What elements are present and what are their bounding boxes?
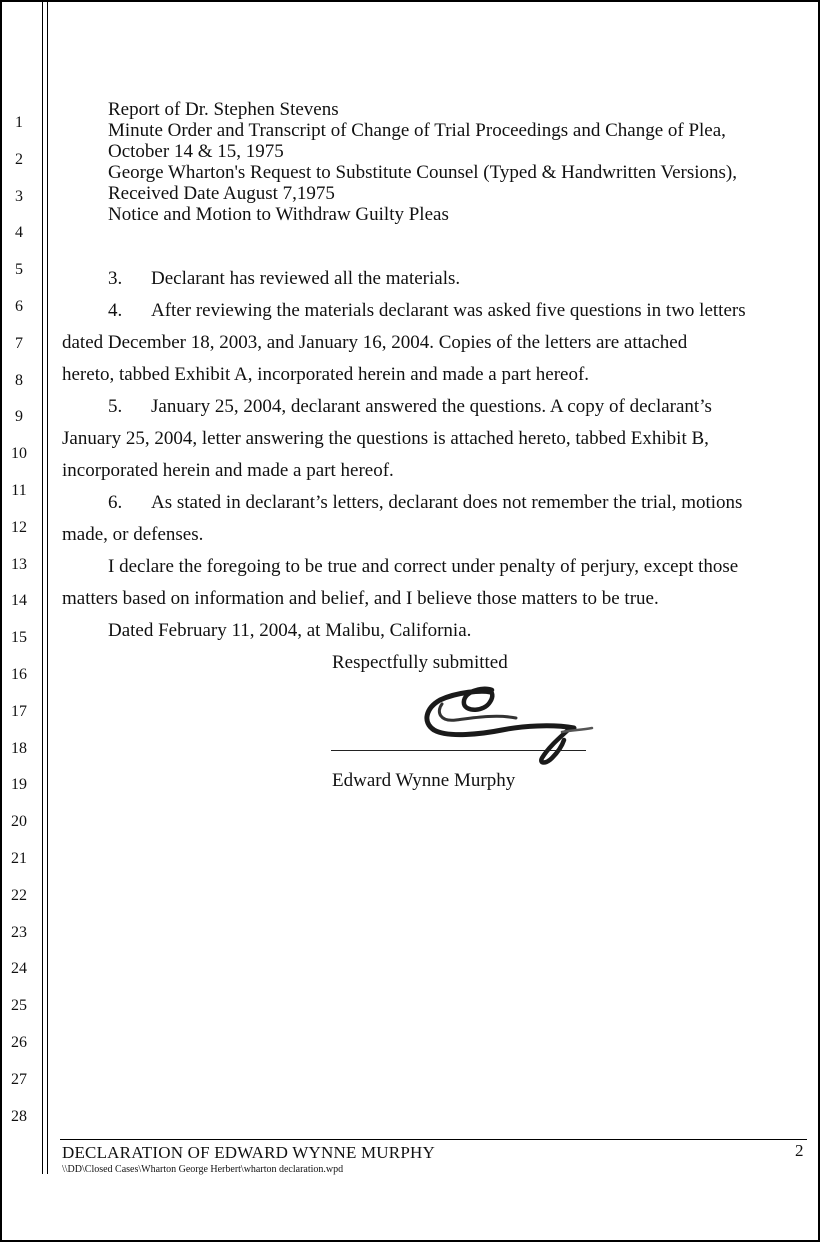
- line-number: 23: [11, 923, 27, 941]
- list-item: Notice and Motion to Withdraw Guilty Pleas: [108, 204, 449, 225]
- list-item: October 14 & 15, 1975: [108, 141, 284, 162]
- dated-line: Dated February 11, 2004, at Malibu, California.: [108, 620, 472, 641]
- paragraph-number: 5.: [108, 396, 123, 417]
- paragraph-text: made, or defenses.: [62, 524, 204, 545]
- line-number: 22: [11, 886, 27, 904]
- paragraph-text: dated December 18, 2003, and January 16, 2004. Copies of the letters are attached: [62, 332, 688, 353]
- footer-rule: [60, 1139, 807, 1140]
- line-number: 11: [11, 482, 27, 499]
- declaration-text: matters based on information and belief, and I believe those matters to be true.: [62, 588, 659, 609]
- line-number: 3: [15, 187, 23, 205]
- paragraph-text: January 25, 2004, letter answering the questions is attached hereto, tabbed Exhibit B,: [62, 428, 709, 449]
- paragraph-number: 3.: [108, 268, 123, 289]
- line-number: 12: [11, 518, 27, 536]
- line-number: 17: [11, 702, 27, 720]
- line-number: 16: [11, 666, 27, 683]
- line-number: 19: [11, 776, 27, 794]
- margin-rule-right: [47, 2, 48, 1174]
- paragraph-text: hereto, tabbed Exhibit A, incorporated herein and made a part hereof.: [62, 364, 590, 385]
- line-number: 27: [11, 1070, 27, 1088]
- paragraph-number: 6.: [108, 492, 123, 513]
- line-number: 9: [15, 408, 23, 426]
- paragraph-text: Declarant has reviewed all the materials.: [151, 268, 461, 289]
- line-number: 8: [15, 371, 23, 389]
- footer-title: DECLARATION OF EDWARD WYNNE MURPHY: [62, 1143, 435, 1162]
- margin-rule-left: [42, 2, 43, 1174]
- line-number: 15: [11, 629, 27, 647]
- footer-file-path: \\DD\Closed Cases\Wharton George Herbert\wharton declaration.wpd: [62, 1164, 344, 1175]
- line-number: 4: [15, 224, 23, 242]
- line-number: 7: [15, 334, 23, 352]
- line-number: 18: [11, 739, 27, 757]
- paragraph-text: As stated in declarant’s letters, declarant does not remember the trial, motions: [151, 492, 743, 513]
- line-number: 13: [11, 555, 27, 573]
- list-item: George Wharton's Request to Substitute Counsel (Typed & Handwritten Versions),: [108, 162, 738, 183]
- list-item: Received Date August 7,1975: [108, 183, 335, 204]
- signature-line: [331, 750, 586, 751]
- line-number: 6: [15, 298, 23, 315]
- signature-image: [412, 682, 597, 772]
- paragraph-text: After reviewing the materials declarant was asked five questions in two letters: [151, 300, 746, 321]
- line-number: 28: [11, 1107, 27, 1125]
- line-number: 2: [15, 150, 23, 168]
- closing: Respectfully submitted: [332, 652, 508, 673]
- paragraph-number: 4.: [108, 300, 123, 321]
- line-number: 1: [15, 114, 23, 131]
- line-number: 10: [11, 445, 27, 463]
- line-number: 14: [11, 592, 27, 610]
- line-number: 25: [11, 997, 27, 1015]
- signer-name: Edward Wynne Murphy: [332, 770, 516, 791]
- line-number: 21: [11, 850, 27, 867]
- paragraph-text: incorporated herein and made a part hereof.: [62, 460, 394, 481]
- list-item: Report of Dr. Stephen Stevens: [108, 99, 339, 120]
- line-number: 26: [11, 1034, 27, 1051]
- list-item: Minute Order and Transcript of Change of Trial Proceedings and Change of Plea,: [108, 120, 726, 141]
- page-number: 2: [795, 1141, 804, 1160]
- line-number: 5: [15, 261, 23, 279]
- paragraph-text: January 25, 2004, declarant answered the questions. A copy of declarant’s: [151, 396, 712, 417]
- declaration-text: I declare the foregoing to be true and correct under penalty of perjury, except those: [108, 556, 739, 577]
- line-number: 20: [11, 813, 27, 831]
- line-number: 24: [11, 960, 27, 978]
